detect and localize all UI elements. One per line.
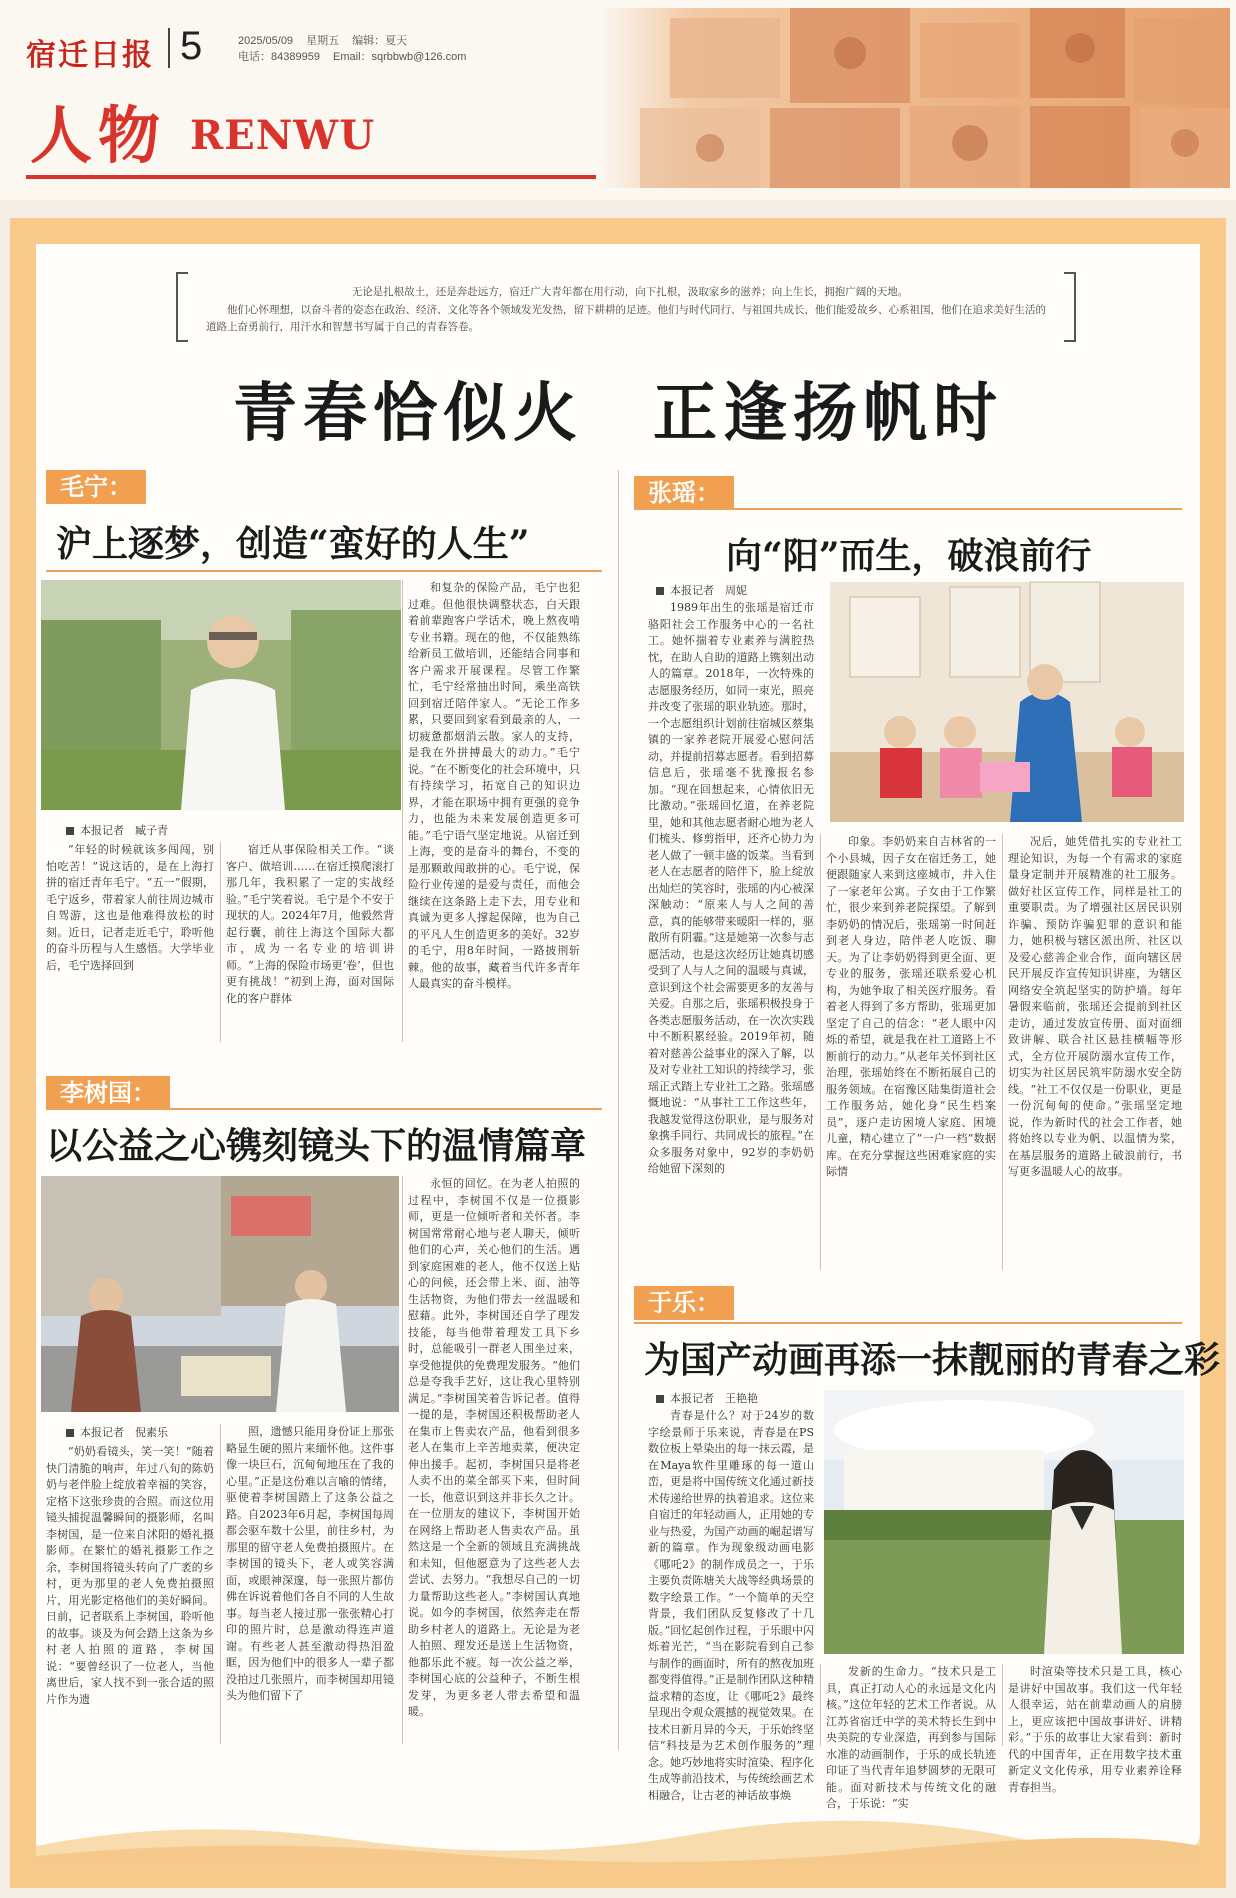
photo-zhangyao	[830, 582, 1184, 822]
para-zhangyao-2: 印象。李奶奶来自吉林省的一个小县城，因子女在宿迁务工，她便跟随家人来到这座城市，并入住了一家老年公寓。子女由于工作繁忙，很少来到养老院探望。了解到李奶奶的情况后，张瑶第一时间赶到老人身边，陪伴老人吃饭、聊天。为了让李奶奶得到更全面、更专业的服务，张瑶还联系爱心机构，为她争取了相关医疗服务。看着老人得到了多方帮助，张瑶更加坚定了自己的信念：“老人眼中闪烁的希望，就是我在社工道路上不断前行的动力。”从老年关怀到社区治理，张瑶始终在不断拓展自己的服务领域。在宿豫区陆集街道社会工作服务站，她化身“民生档案员”，逐户走访困境人家庭、困境儿童，精心建立了“一户一档”数据库。在充分掌握这些困难家庭的实际情	[826, 835, 996, 1178]
story-tag-zhangyao: 张瑶：	[634, 476, 734, 510]
text-col-lishuguo-2	[226, 1424, 394, 1744]
text-col-lishuguo-3	[408, 1176, 580, 1744]
para-lishuguo-2: 照，遗憾只能用身份证上那张略显生硬的照片来缅怀他。这件事像一块巨石，沉甸甸地压在了我的心里。”正是这份难以言喻的情绪，驱使着李树国踏上了这条公益之路。自2023年6月起，李树国每周都会驱车数十公里，前往乡村，为那里的留守老人免费拍摄照片。在李树国的镜头下，老人或笑容满面，或眼神深邃，每一张照片都仿佛在诉说着他们各自不同的人生故事。每当老人接过那一张张精心打印的照片时，总是激动得连声道谢。有些老人甚至激动得热泪盈眶，因为他们中的很多人一辈子都没拍过几张照片，而李树国却用镜头为他们留下了	[226, 1425, 394, 1702]
byline-marker	[656, 1395, 664, 1403]
text-col-maoning-1	[46, 842, 214, 1042]
column-rule	[1002, 1664, 1003, 1746]
story-tag-yule: 于乐：	[634, 1286, 734, 1320]
intro-line-2: 他们心怀理想，以奋斗者的姿态在政治、经济、文化等各个领域发光发热，留下耕耕的足迹。他们与时代同行、与祖国共成长，他们能爱故乡、心系祖国，他们在追求美好生活的道路上奋勇前行，用汗水和智慧书写属于自己的青春答卷。	[206, 304, 1046, 333]
title-rule-maoning	[46, 570, 602, 572]
byline-yule-text: 本报记者 王艳艳	[670, 1393, 758, 1405]
intro-bracket-right	[1064, 272, 1076, 342]
page-content	[36, 244, 1221, 1866]
section-title-en: RENWU	[190, 112, 376, 159]
para-yule-1: 青春是什么？对于24岁的数字绘景师于乐来说，青春是在PS数位板上晕染出的每一抹云霞，是在Maya软件里雕琢的每一道山峦，更是将中国传统文化通过新技术传递给世界的执着追求。这位来自宿迁的年轻动画人，正用她的专业与热爱，为国产动画的崛起谱写新的篇章。作为现象级动画电影《哪吒2》的制作成员之一，于乐主要负责陈塘关大战等经典场景的数字绘景工作。“一个简单的天空背景，我们团队反复修改了十几版。”回忆起创作过程，于乐眼中闪烁着光芒，“当在影院看到自己参与制作的画面时，所有的熬夜加班都变得值得。”正是制作团队这种精益求精的态度，让《哪吒2》最终呈现出令观众震撼的视觉效果。在技术日新月异的今天，于乐始终坚信“科技是为艺术创作服务的”理念。她巧妙地将实时渲染、程序化生成等前沿技术，与传统绘画艺术相融合，让古老的神话故事焕	[648, 1409, 814, 1802]
column-rule	[618, 470, 619, 1750]
text-col-lishuguo-1	[46, 1444, 214, 1744]
column-rule	[402, 580, 403, 1042]
photo-maoning	[41, 580, 401, 810]
column-rule	[220, 842, 221, 1042]
title-rule-zhangyao	[634, 508, 1182, 510]
page-frame	[10, 218, 1226, 1888]
column-rule	[820, 834, 821, 1270]
byline-maoning-text: 本报记者 臧子青	[80, 825, 168, 837]
byline-lishuguo-text: 本报记者 倪素乐	[80, 1427, 168, 1439]
byline-marker	[66, 827, 74, 835]
contact-email: Email：sqrbbwb@126.com	[333, 51, 467, 63]
para-zhangyao-3: 况后，她凭借扎实的专业社工理论知识，为每一个有需求的家庭量身定制并开展精准的社工服务。做好社区宣传工作，同样是社工的重要职责。为了增强社区居民识别诈骗、预防诈骗犯罪的意识和能力，她积极与辖区派出所、社区以及爱心慈善企业合作，面向辖区居民开展反诈宣传知识讲座，为辖区网络安全筑起坚实的防护墙。每年暑假来临前，张瑶还会提前到社区走访，通过发放宣传册、面对面细致讲解、联合社区悬挂横幅等形式，全方位开展防溺水宣传工作，切实为社区居民筑牢防溺水安全防线。“社工不仅仅是一份职业，更是一份沉甸甸的使命。”张瑶坚定地说，作为新时代的社会工作者，她将始终以专业为帆、以温情为桨，在基层服务的道路上破浪前行，书写更多温暖人心的故事。	[1008, 835, 1182, 1178]
masthead-divider	[168, 28, 170, 68]
text-col-zhangyao-2	[826, 834, 996, 1270]
byline-zhangyao	[656, 582, 747, 598]
text-col-maoning-3	[408, 580, 580, 1042]
contact-phone: 电话：84389959	[238, 51, 320, 63]
section-rule	[26, 175, 596, 179]
para-zhangyao-1: 1989年出生的张瑶是宿迁市骆阳社会工作服务中心的一名社工。她怀揣着专业素养与满腔热忱，在助人自助的道路上镌刻出动人的篇章。2018年，一次特殊的志愿服务经历，如同一束光，照亮并改变了张瑶的职业轨迹。那时，一个志愿组织计划前往宿城区蔡集镇的一家养老院开展爱心慰问活动，并提前招募志愿者。看到招募信息后，张瑶毫不犹豫报名参加。“现在回想起来，心情依旧无比激动。”张瑶回忆道，在养老院里，她和其他志愿者耐心地为老人们梳头、修剪指甲，还齐心协力为老人做了一顿丰盛的饭菜。当看到老人在志愿者的陪伴下，脸上绽放出灿烂的笑容时，张瑶的内心被深深触动：“原来人与人之间的善意，真的能够带来暖阳一样的，驱散所有阴霾。”这是她第一次参与志愿活动，也是这次经历让她真切感受到了人与人之间的温暖与真诚，意识到这个社会需要更多的友善与关爱。自那之后，张瑶积极投身于各类志愿服务活动，在一次次实践中不断积累经验。2019年初，随着对慈善公益事业的深入了解，以及对专业社工知识的持续学习，张瑶正式踏上专业社工之路。张瑶感慨地说：“从事社工工作这些年，我越发觉得这份职业，是与服务对象携手同行、共同成长的旅程。”在众多服务对象中，92岁的李奶奶给她留下深刻的	[648, 601, 814, 1175]
intro-bracket-left	[176, 272, 188, 342]
text-col-yule-1	[648, 1408, 814, 1802]
title-rule-yule	[634, 1322, 1182, 1324]
bottom-decoration	[36, 1806, 1200, 1866]
para-yule-2: 发新的生命力。“技术只是工具，真正打动人心的永远是文化内核。”这位年轻的艺术工作者说。从江苏省宿迁中学的美术特长生到中央美院的专业深造，再到参与国际水准的动画制作，于乐的成长轨迹印证了当代青年追梦圆梦的无限可能。面对新技术与传统文化的融合，于乐说：“实	[826, 1665, 996, 1810]
para-lishuguo-3: 永恒的回忆。在为老人拍照的过程中，李树国不仅是一位摄影师，更是一位倾听者和关怀者。李树国常常耐心地与老人聊天，倾听他们的心声，关心他们的生活。遇到家庭困难的老人，他不仅送上贴心的问候，还会带上米、面、油等生活物资，为他们带去一丝温暖和慰藉。此外，李树国还自学了理发技能，每当他带着理发工具下乡时，总能吸引一群老人围坐过来，享受他提供的免费理发服务。“他们总是夸我手艺好，这让我心里特别满足。”李树国笑着告诉记者。值得一提的是，李树国还积极帮助老人在集市上售卖农产品，他看到很多老人在集市上辛苦地卖菜，便决定伸出援手。起初，李树国只是将老人卖不出的菜全部买下来，但时间一长，他意识到这并非长久之计。在一位朋友的建议下，李树国开始在网络上帮助老人售卖农产品。虽然这是一个全新的领域且充满挑战和未知，但他愿意为了这些老人去尝试、去努力。“我想尽自己的一切力量帮助这些老人。”李树国认真地说。如今的李树国，依然奔走在帮助乡村老人的道路上。无论是为老人拍照、理发还是送上生活物资，他都乐此不疲。每一次公益之举，李树国心底的公益种子，不断生根发芽，为更多老人带去希望和温暖。	[408, 1177, 580, 1718]
text-col-yule-3	[1008, 1664, 1182, 1794]
story-title-lishuguo: 以公益之心镌刻镜头下的温情篇章	[46, 1125, 587, 1167]
para-maoning-2: 宿迁从事保险相关工作。“谈客户、做培训……在宿迁摸爬滚打那几年，我积累了一定的实战经验。”毛宁笑着说。毛宁是个不安于现状的人。2024年7月，他毅然背起行囊，前往上海这个国际大都市，成为一名专业的培训讲师。“上海的保险市场更‘卷’，但也更有挑战！”初到上海，面对国际化的客户群体	[226, 843, 394, 1005]
column-rule	[820, 1664, 821, 1746]
photo-lishuguo	[41, 1176, 399, 1412]
para-maoning-1: “年轻的时候就该多闯闯，别怕吃苦！”说这话的，是在上海打拼的宿迁青年毛宁。“五一”假期，毛宁返乡，带着家人前往周边城市自驾游，这也是他难得放松的时刻。近日，记者走近毛宁，聆听他的奋斗历程与人生感悟。大学毕业后，毛宁选择回到	[46, 843, 214, 972]
intro-box	[176, 272, 1076, 342]
photo-yule	[824, 1390, 1184, 1654]
text-col-yule-2	[826, 1664, 996, 1810]
byline-zhangyao-text: 本报记者 周妮	[670, 585, 747, 597]
masthead	[0, 0, 1236, 200]
banner-photo-collage	[600, 8, 1230, 188]
byline-yule	[656, 1390, 758, 1406]
issue-editor: 编辑：夏天	[352, 35, 408, 47]
byline-lishuguo	[66, 1424, 168, 1440]
text-col-zhangyao-3	[1008, 834, 1182, 1270]
byline-marker	[66, 1429, 74, 1437]
issue-weekday: 星期五	[306, 35, 340, 47]
section-title-zh: 人物	[30, 99, 167, 172]
issue-date: 2025/05/09	[238, 35, 294, 47]
page-number: 5	[180, 24, 203, 68]
main-headline: 青春恰似火 正逢扬帆时	[233, 376, 1003, 451]
column-rule	[1002, 834, 1003, 1270]
intro-line-1: 无论是扎根故土，还是奔赴远方，宿迁广大青年都在用行动，向下扎根，汲取家乡的滋养；向上生长，拥抱广阔的天地。	[351, 286, 909, 298]
newspaper-logo: 宿迁日报	[26, 38, 154, 73]
text-col-maoning-2	[226, 842, 394, 1042]
text-col-zhangyao-1	[648, 600, 814, 1270]
story-tag-maoning: 毛宁：	[46, 470, 146, 504]
para-yule-3: 时渲染等技术只是工具，核心是讲好中国故事。我们这一代年轻人很幸运，站在前辈动画人的肩膀上，更应该把中国故事讲好、讲精彩。”于乐的故事让大家看到：新时代的中国青年，正在用数字技术重新定义文化传承，用专业素养诠释青春担当。	[1008, 1665, 1182, 1794]
para-maoning-3: 和复杂的保险产品，毛宁也犯过难。但他很快调整状态，白天跟着前辈跑客户学话术，晚上熬夜啃专业书籍。现在的他，不仅能熟练给新员工做培训，还能结合同事和客户需求开展课程。尽管工作繁忙，毛宁经常抽出时间，乘坐高铁回到宿迁陪伴家人。“无论工作多累，只要回到家看到最亲的人，一切疲惫都烟消云散。家人的支持，是我在外拼搏最大的动力。”毛宁说。“在不断变化的社会环境中，只有持续学习，拓宽自己的知识边界，才能在职场中拥有更强的竞争力，也能为未来发展创造更多可能。”毛宁语气坚定地说。从宿迁到上海，变的是奋斗的舞台，不变的是那颗敢闯敢拼的心。毛宁说，保险行业传递的是爱与责任，而他会继续在这条路上走下去，用专业和真诚为更多人撑起保障，也为自己的平凡人生创造更多的美好。32岁的毛宁，用8年时间，一路披荆斩棘。他的故事，藏着当代许多青年人最真实的奋斗模样。	[408, 581, 580, 990]
para-lishuguo-1: “奶奶看镜头，笑一笑！”随着快门清脆的响声，年过八旬的陈奶奶与老伴脸上绽放着幸福的笑容，定格下这张珍贵的合照。而这位用镜头捕捉温馨瞬间的摄影师，名叫李树国，是一位来自沭阳的婚礼摄影师。在繁忙的婚礼摄影工作之余，李树国将镜头转向了广袤的乡村，更为那里的老人免费拍摄照片，用光影定格他们的美好瞬间。日前，记者联系上李树国，聆听他的故事。谈及为何会踏上这条为乡村老人拍照的道路，李树国说：“要曾经识了一位老人，当他离世后，家人找不到一张合适的照片作为遗	[46, 1445, 214, 1706]
story-title-zhangyao: 向“阳”而生，破浪前行	[726, 535, 1092, 577]
story-title-maoning: 沪上逐梦，创造“蛮好的人生”	[56, 523, 530, 565]
masthead-meta	[238, 33, 476, 65]
byline-marker	[656, 587, 664, 595]
story-title-yule: 为国产动画再添一抹靓丽的青春之彩	[644, 1339, 1221, 1381]
title-rule-lishuguo	[46, 1108, 602, 1110]
column-rule	[220, 1424, 221, 1744]
byline-maoning	[66, 822, 168, 838]
story-tag-lishuguo: 李树国：	[46, 1076, 170, 1110]
column-rule	[402, 1176, 403, 1744]
